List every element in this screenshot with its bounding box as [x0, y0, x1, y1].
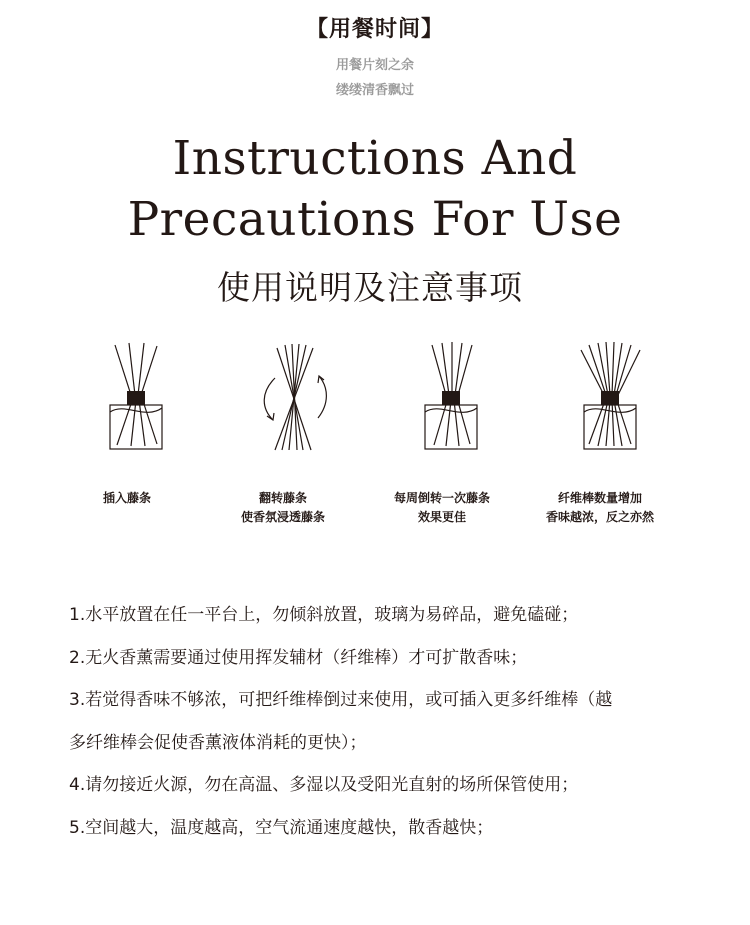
flip-reeds-icon: [245, 340, 345, 455]
step-caption-1-line-1: 插入藤条: [102, 491, 151, 505]
instruction-item-5: 5.空间越大，温度越高，空气流通速度越快，散香越快；: [69, 817, 494, 838]
subtitle-line-1: 用餐片刻之余: [335, 58, 414, 73]
reed-diffuser-more-reeds-icon: [561, 340, 661, 455]
step-caption-2-line-2: 使香氛浸透藤条: [240, 510, 325, 524]
english-title-line-1: Instructions And: [172, 131, 578, 186]
step-caption-3-line-1: 每周倒转一次藤条: [393, 491, 490, 505]
instruction-item-3-continued: 多纤维棒会促使香薰液体消耗的更快）；: [69, 732, 367, 753]
step-caption-4: [510, 489, 690, 527]
header-title: 【用餐时间】: [305, 17, 444, 42]
instruction-item-4: 4.请勿接近火源，勿在高温、多湿以及受阳光直射的场所保管使用；: [69, 775, 579, 795]
step-caption-3-line-2: 效果更佳: [417, 510, 466, 524]
subtitle-line-2: 缕缕清香飘过: [335, 83, 414, 98]
chinese-title: 使用说明及注意事项: [217, 268, 523, 307]
step-caption-2: [193, 489, 373, 527]
instruction-item-1: 1.水平放置在任一平台上，勿倾斜放置，玻璃为易碎品，避免磕碰；: [69, 605, 579, 625]
step-caption-2-line-1: 翻转藤条: [258, 491, 307, 505]
instruction-item-3: 3.若觉得香味不够浓，可把纤维棒倒过来使用，或可插入更多纤维棒（越: [69, 690, 613, 710]
instruction-item-2: 2.无火香薰需要通过使用挥发辅材（纤维棒）才可扩散香味；: [69, 647, 528, 668]
step-caption-4-line-1: 纤维棒数量增加: [557, 491, 642, 505]
english-title-line-2: Precautions For Use: [127, 192, 623, 247]
step-caption-3: [352, 489, 532, 527]
reed-diffuser-insert-icon: [87, 340, 187, 455]
reed-diffuser-weekly-flip-icon: [402, 340, 502, 455]
instructions-list: [69, 594, 699, 849]
step-caption-4-line-2: 香味越浓，反之亦然: [545, 510, 654, 524]
english-title: [0, 128, 750, 250]
step-caption-1: [37, 489, 217, 508]
